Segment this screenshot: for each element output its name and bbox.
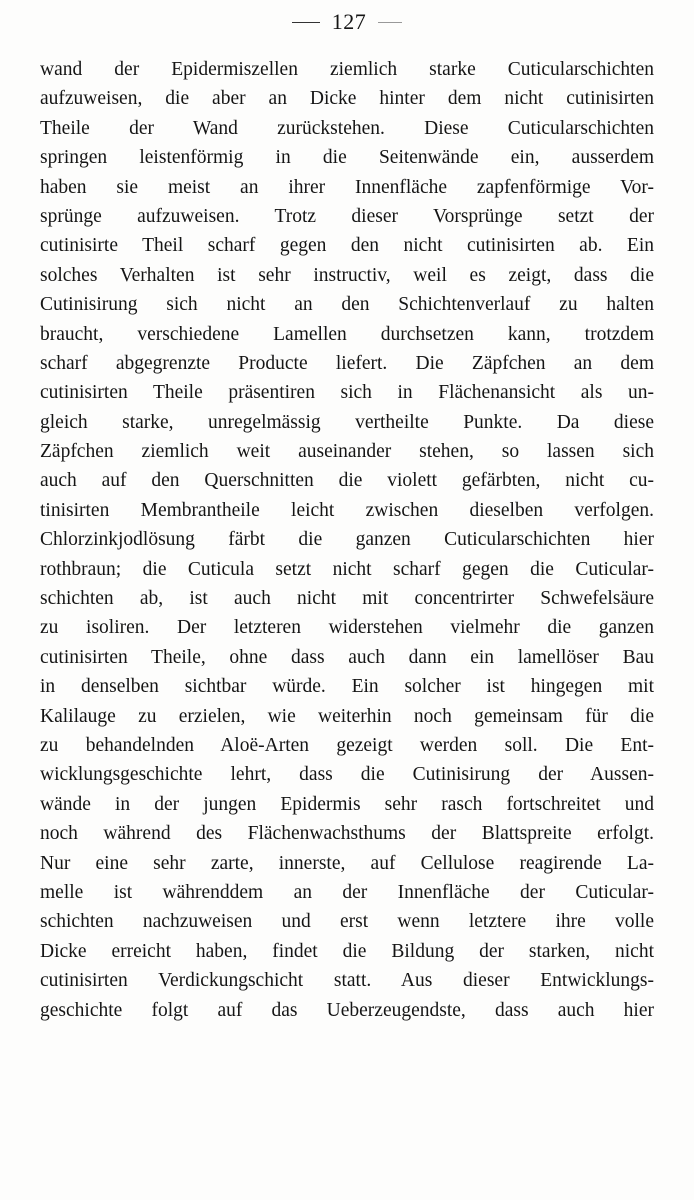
text-line: springen leistenförmig in die Seitenwände ein, ausserdem xyxy=(40,147,654,169)
text-line: cutinisirten Verdickungschicht statt. Aus dieser Entwicklungs- xyxy=(40,970,654,992)
text-line: cutinisirte Theil scharf gegen den nicht cutinisirten ab. Ein xyxy=(40,235,654,257)
text-line: Dicke erreicht haben, findet die Bildung der starken, nicht xyxy=(40,940,654,962)
text-line: braucht, verschiedene Lamellen durchsetzen kann, trotzdem xyxy=(40,323,654,345)
text-line: zu behandelnden Aloë-Arten gezeigt werden soll. Die Ent- xyxy=(40,734,654,756)
text-line: noch während des Flächenwachsthums der Blattspreite erfolgt. xyxy=(40,823,654,845)
text-line: Nur eine sehr zarte, innerste, auf Cellulose reagirende La- xyxy=(40,852,654,874)
header-dash-right xyxy=(378,22,402,23)
text-line: Chlorzinkjodlösung färbt die ganzen Cuticularschichten hier xyxy=(40,529,654,551)
text-line: sprünge aufzuweisen. Trotz dieser Vorsprünge setzt der xyxy=(40,205,654,227)
text-line: Theile der Wand zurückstehen. Diese Cuticularschichten xyxy=(40,117,654,139)
text-line: Zäpfchen ziemlich weit auseinander stehen, so lassen sich xyxy=(40,441,654,463)
body-text xyxy=(40,55,654,1025)
text-line: cutinisirten Theile präsentiren sich in Flächenansicht als un- xyxy=(40,382,654,404)
text-line: schichten ab, ist auch nicht mit concentrirter Schwefelsäure xyxy=(40,588,654,610)
text-line: geschichte folgt auf das Ueberzeugendste, dass auch hier xyxy=(40,999,654,1021)
text-line: auch auf den Querschnitten die violett gefärbten, nicht cu- xyxy=(40,470,654,492)
text-line: gleich starke, unregelmässig vertheilte Punkte. Da diese xyxy=(40,411,654,433)
text-line: wicklungsgeschichte lehrt, dass die Cutinisirung der Aussen- xyxy=(40,764,654,786)
text-line: Kalilauge zu erzielen, wie weiterhin noch gemeinsam für die xyxy=(40,705,654,727)
page-number: 127 xyxy=(331,9,367,34)
text-line: cutinisirten Theile, ohne dass auch dann ein lamellöser Bau xyxy=(40,646,654,668)
header-dash-left xyxy=(292,22,320,23)
text-line: aufzuweisen, die aber an Dicke hinter dem nicht cutinisirten xyxy=(40,88,654,110)
text-line: rothbraun; die Cuticula setzt nicht scharf gegen die Cuticular- xyxy=(40,558,654,580)
text-line: wand der Epidermiszellen ziemlich starke Cuticularschichten xyxy=(40,59,654,80)
text-line: in denselben sichtbar würde. Ein solcher ist hingegen mit xyxy=(40,676,654,698)
text-line: tinisirten Membrantheile leicht zwischen dieselben verfolgen. xyxy=(40,499,654,521)
text-line: zu isoliren. Der letzteren widerstehen vielmehr die ganzen xyxy=(40,617,654,639)
page-header xyxy=(0,6,694,38)
text-line: melle ist währenddem an der Innenfläche der Cuticular- xyxy=(40,881,654,903)
text-line: haben sie meist an ihrer Innenfläche zapfenförmige Vor- xyxy=(40,176,654,198)
text-line: solches Verhalten ist sehr instructiv, weil es zeigt, dass die xyxy=(40,264,654,286)
text-line: scharf abgegrenzte Producte liefert. Die Zäpfchen an dem xyxy=(40,352,654,374)
text-line: wände in der jungen Epidermis sehr rasch fortschreitet und xyxy=(40,793,654,815)
text-line: Cutinisirung sich nicht an den Schichtenverlauf zu halten xyxy=(40,294,654,316)
text-line: schichten nachzuweisen und erst wenn letztere ihre volle xyxy=(40,911,654,933)
